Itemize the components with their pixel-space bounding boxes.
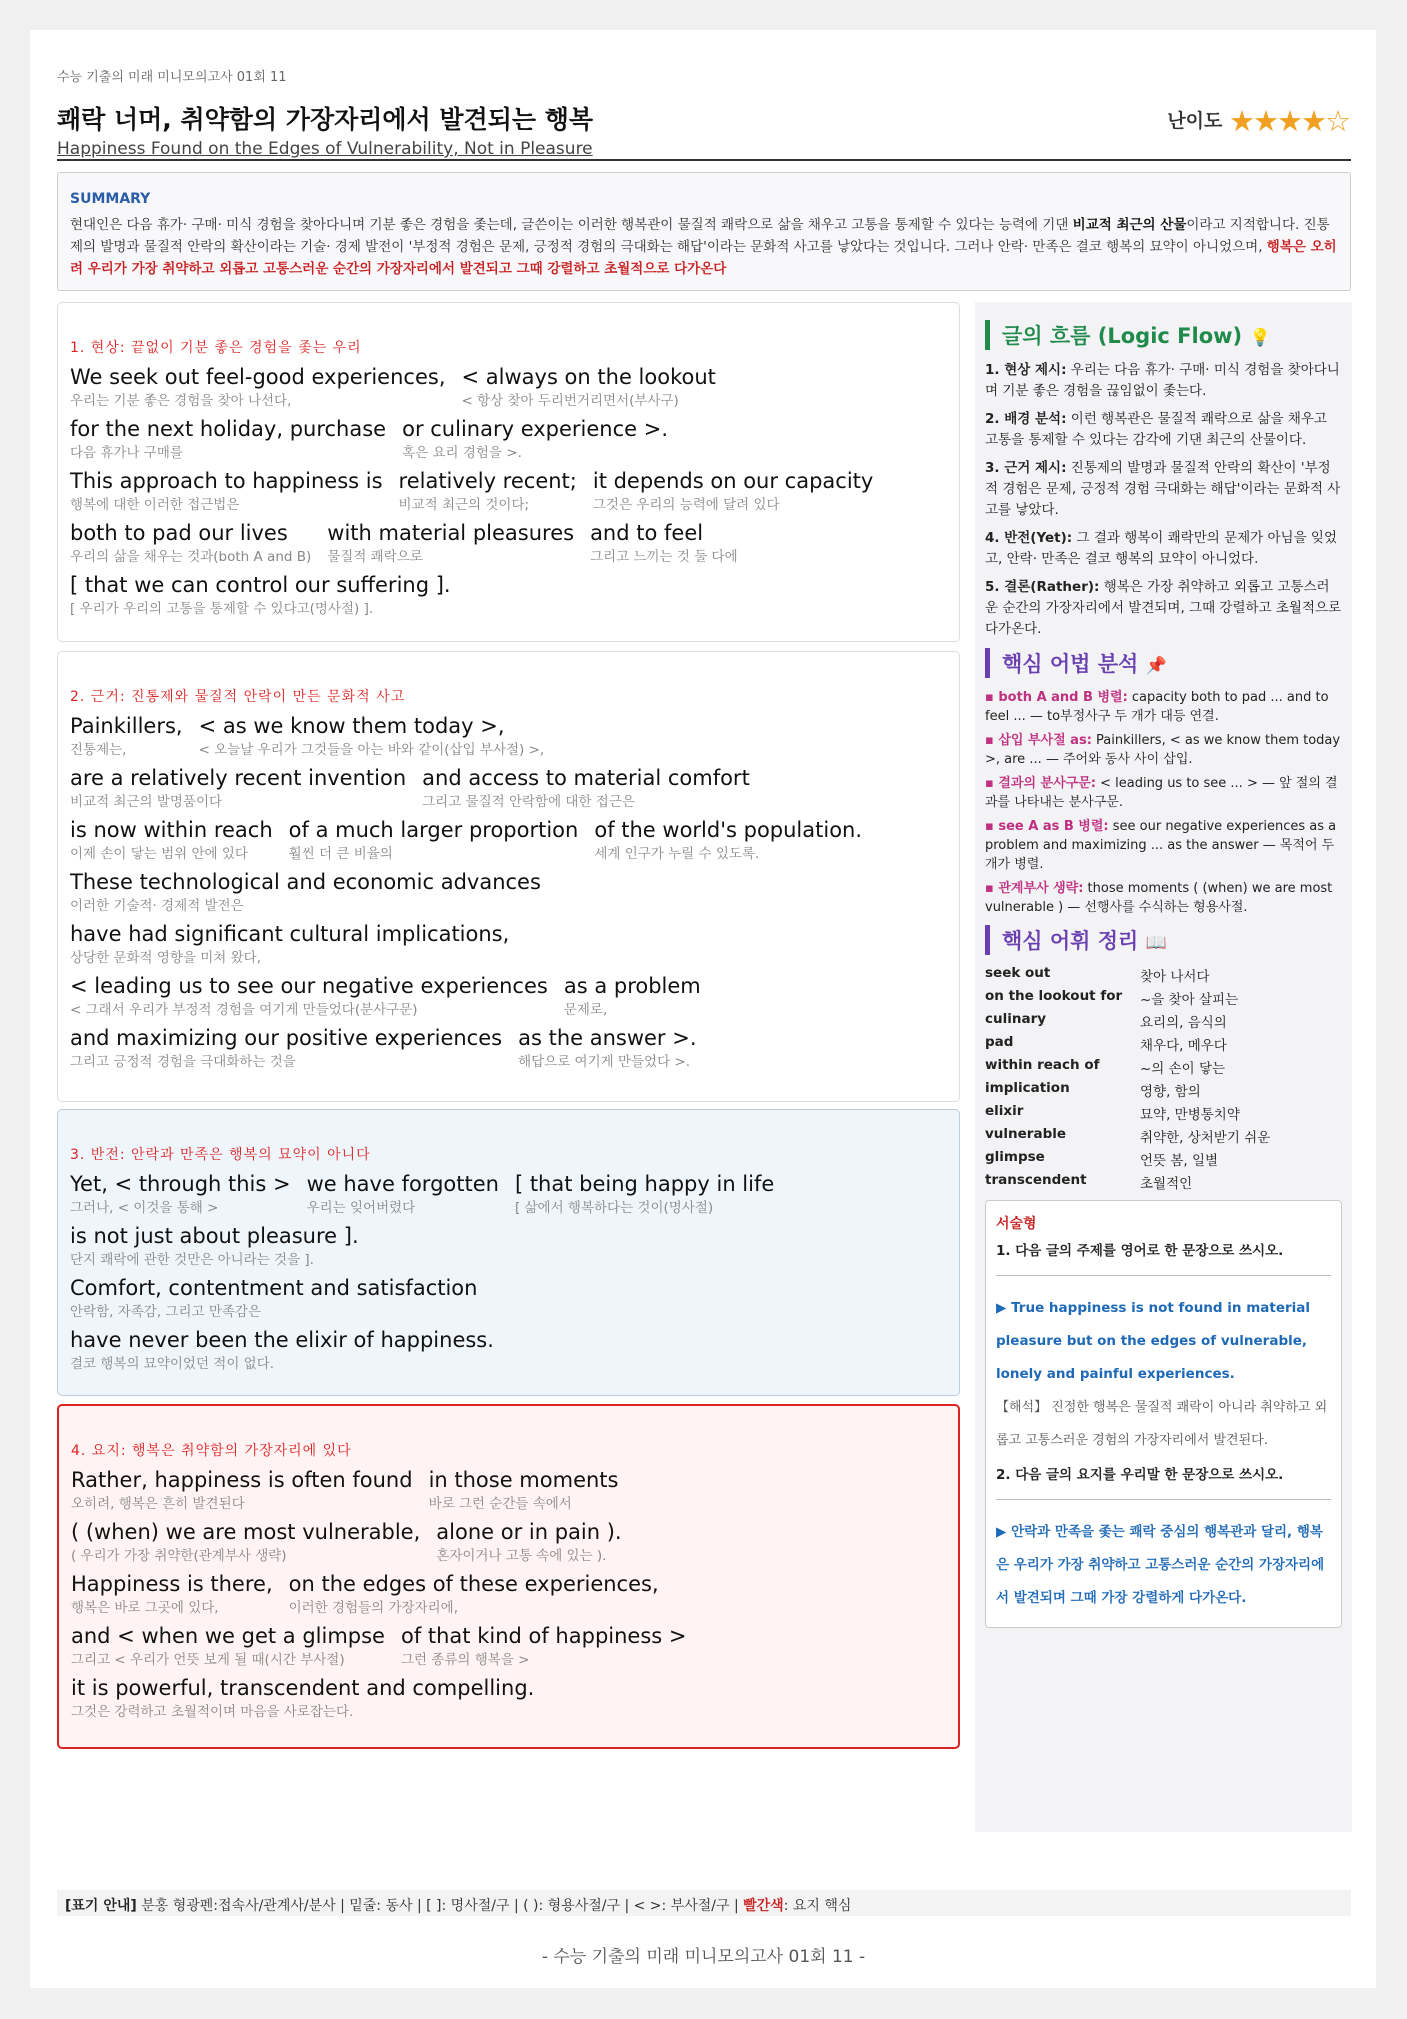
sentence-row — [70, 417, 947, 461]
sentence-chunk — [70, 818, 273, 862]
grammar-tag: ▪ both A and B 병렬: — [985, 690, 1128, 705]
vocab-word: elixir — [985, 1103, 1024, 1119]
flow-item — [985, 458, 1342, 521]
korean-translation: 우리는 잊어버렸다 — [306, 1200, 416, 1216]
grammar-tag: ▪ see A as B 병렬: — [985, 819, 1109, 834]
essay-translation-1: 【해석】 진정한 행복은 물질적 쾌락이 아니라 취약하고 외롭고 고통스러운 경험의 가장자리에서 발견된다. — [996, 1400, 1328, 1448]
sentence-chunk — [307, 1172, 499, 1216]
korean-translation: 그러나, < 이것을 통해 > — [70, 1200, 219, 1216]
english-text: [ that we can control our suffering ]. — [70, 573, 451, 597]
grammar-title-text: 핵심 어법 분석 — [1002, 652, 1139, 676]
title-divider — [57, 159, 1351, 161]
sentence-row — [70, 1172, 947, 1216]
english-text: and maximizing our positive experiences — [70, 1026, 503, 1050]
grammar-title — [985, 648, 1342, 678]
korean-translation: ( 우리가 가장 취약한(관계부사 생략) — [71, 1548, 287, 1564]
vocab-word: implication — [985, 1080, 1070, 1096]
flow-text: 행복은 가장 취약하고 외롭고 고통스러운 순간의 가장자리에서 발견되며, 그때 강렬하고 초월적으로 다가온다. — [985, 579, 1342, 637]
english-text: it depends on our capacity — [592, 469, 874, 493]
summary-text-a: 현대인은 다음 휴가· 구매· 미식 경험을 찾아다니며 기분 좋은 경험을 좇는데, 글쓴이는 이러한 행복관이 물질적 쾌락으로 삶을 채우고 고통을 통제할 수 있다는 능력에 기댄 — [70, 217, 1073, 233]
sentence-chunk — [462, 365, 716, 409]
english-text: are a relatively recent invention — [70, 766, 407, 790]
flow-item — [985, 360, 1342, 402]
grammar-text: capacity both to pad ... and to feel ... — to부정사구 두 개가 대등 연결. — [985, 690, 1329, 724]
vocab-meaning: 영향, 함의 — [1140, 1084, 1201, 1100]
korean-translation: 해답으로 여기게 만들었다 >. — [518, 1054, 691, 1070]
sentence-row — [70, 521, 947, 565]
sentence-chunk — [327, 521, 574, 565]
grammar-item — [985, 774, 1342, 812]
vocab-meaning: 요리의, 음식의 — [1140, 1015, 1227, 1031]
sentence-row — [70, 870, 947, 914]
sentence-chunk — [70, 870, 541, 914]
flow-text: 우리는 다음 휴가· 구매· 미식 경험을 찾아다니며 기분 좋은 경험을 끊임없이 좇는다. — [985, 362, 1340, 399]
sentence-chunk — [70, 922, 509, 966]
english-text: < as we know them today >, — [198, 714, 505, 738]
sentence-chunk — [289, 1572, 659, 1616]
summary-text-c: 이라고 지적합니다. 진통제의 발명과 물질적 안락의 확산이라는 기술· 경제 발전이 '부정적 경험은 문제, 긍정적 경험의 극대화는 해답'이라는 문화적 사고를 낳았다는 것입니다. 그러나 안락· 만족은 결코 행복의 묘약이 아니었으며, — [70, 217, 1330, 255]
korean-translation: 행복에 대한 이러한 접근법은 — [70, 497, 240, 513]
korean-translation: 혼자이거나 고통 속에 있는 ). — [436, 1548, 607, 1564]
sentence-chunk — [71, 1676, 534, 1720]
legend-text: 분홍 형광펜:접속사/관계사/분사 | 밑줄: 동사 | [ ]: 명사절/구 | ( ): 형용사절/구 | < >: 부사절/구 | — [136, 1898, 744, 1914]
sentence-row — [71, 1468, 946, 1512]
grammar-tag: ▪ 삽입 부사절 as: — [985, 733, 1092, 748]
section-heading: 4. 요지: 행복은 취약함의 가장자리에 있다 — [71, 1443, 352, 1459]
korean-translation: 바로 그런 순간들 속에서 — [428, 1496, 572, 1512]
summary-text-red: 행복은 오히려 우리가 가장 취약하고 외롭고 고통스러운 순간의 가장자리에서 발견되고 그때 강렬하고 초월적으로 다가온다 — [70, 239, 1337, 277]
vocab-meaning: 채우다, 메우다 — [1140, 1038, 1227, 1054]
summary-label: SUMMARY — [70, 191, 151, 207]
vocab-meaning: 찾아 나서다 — [1140, 969, 1210, 985]
sentence-chunk — [70, 417, 386, 461]
doc-subtitle: 수능 기출의 미래 미니모의고사 01회 11 — [57, 70, 287, 85]
english-text: of that kind of happiness > — [400, 1624, 687, 1648]
english-text: is now within reach — [70, 818, 273, 842]
section-1 — [57, 302, 960, 642]
korean-translation: < 오늘날 우리가 그것들을 아는 바와 같이(삽입 부사절) >, — [198, 742, 545, 758]
flow-lead: 3. 근거 제시: — [985, 460, 1067, 476]
english-text: and to feel — [590, 521, 704, 545]
vocab-row — [985, 1057, 1342, 1077]
grammar-list — [985, 688, 1342, 917]
english-text: we have forgotten — [306, 1172, 499, 1196]
lightbulb-icon: 💡 — [1249, 328, 1271, 348]
english-text: Rather, happiness is often found — [71, 1468, 413, 1492]
vocab-row — [985, 1034, 1342, 1054]
flow-list — [985, 360, 1342, 640]
grammar-tag: ▪ 결과의 분사구문: — [985, 776, 1096, 791]
english-text: These technological and economic advances — [70, 870, 541, 894]
vocab-word: glimpse — [985, 1149, 1045, 1165]
vocab-meaning: ~을 찾아 살피는 — [1140, 992, 1239, 1008]
english-text: Comfort, contentment and satisfaction — [70, 1276, 478, 1300]
sentence-chunk — [71, 1468, 413, 1512]
essay-box — [985, 1200, 1342, 1628]
flow-text: 그 결과 행복이 쾌락만의 문제가 아님을 잊었고, 안락· 만족은 결코 행복의 묘약이 아니었다. — [985, 530, 1337, 567]
sentence-chunk — [518, 1026, 696, 1070]
korean-translation: 오히려, 행복은 흔히 발견된다 — [71, 1496, 245, 1512]
sentence-chunk — [594, 818, 862, 862]
english-text: in those moments — [428, 1468, 619, 1492]
english-text: on the edges of these experiences, — [288, 1572, 659, 1596]
korean-translation: 그리고 < 우리가 언뜻 보게 될 때(시간 부사절) — [71, 1652, 345, 1668]
vocab-row — [985, 1103, 1342, 1123]
korean-translation: 이제 손이 닿는 범위 안에 있다 — [70, 846, 248, 862]
summary-box — [57, 172, 1351, 291]
vocab-meaning: 언뜻 봄, 일별 — [1140, 1153, 1219, 1169]
flow-text: 진통제의 발명과 물질적 안락의 확산이 '부정적 경험은 문제, 긍정적 경험 극대화는 해답'이라는 문화적 사고를 낳았다. — [985, 460, 1341, 518]
vocab-meaning: 묘약, 만병통치약 — [1140, 1107, 1240, 1123]
section-3 — [57, 1109, 960, 1396]
korean-translation: 그런 종류의 행복을 > — [400, 1652, 530, 1668]
grammar-item — [985, 879, 1342, 917]
korean-translation: 이러한 경험들의 가장자리에, — [288, 1600, 458, 1616]
answer-line — [996, 1499, 1331, 1500]
sentence-row — [70, 974, 947, 1018]
doc-english-title: Happiness Found on the Edges of Vulnerability, Not in Pleasure — [57, 139, 593, 159]
korean-translation: 상당한 문화적 영향을 미쳐 왔다, — [70, 950, 261, 966]
legend-label: [표기 안내] — [65, 1898, 137, 1914]
sentence-chunk — [429, 1468, 619, 1512]
english-text: have never been the elixir of happiness. — [70, 1328, 494, 1352]
english-text: [ that being happy in life — [514, 1172, 775, 1196]
sentence-chunk — [70, 1224, 359, 1268]
section-heading: 3. 반전: 안락과 만족은 행복의 묘약이 아니다 — [70, 1147, 371, 1163]
vocab-word: transcendent — [985, 1172, 1087, 1188]
essay-question-2: 2. 다음 글의 요지를 우리말 한 문장으로 쓰시오. — [996, 1467, 1284, 1483]
sentence-chunk — [70, 365, 446, 409]
vocab-meaning: 초월적인 — [1140, 1176, 1193, 1192]
sentence-chunk — [402, 417, 668, 461]
sentence-chunk — [590, 521, 738, 565]
english-text: it is powerful, transcendent and compelling. — [71, 1676, 535, 1700]
korean-translation: 그것은 강력하고 초월적이며 마음을 사로잡는다. — [71, 1704, 354, 1720]
vocab-row — [985, 1149, 1342, 1169]
english-text: is not just about pleasure ]. — [70, 1224, 359, 1248]
sentence-chunk — [422, 766, 750, 810]
sentence-row — [70, 1276, 947, 1320]
vocab-row — [985, 1080, 1342, 1100]
sentence-chunk — [70, 1026, 502, 1070]
difficulty-stars-icon: ★★★★☆ — [1229, 104, 1349, 138]
sentence-chunk — [70, 974, 548, 1018]
sentence-row — [70, 469, 947, 513]
pin-icon: 📌 — [1145, 656, 1167, 676]
flow-text: 이런 행복관은 물질적 쾌락으로 삶을 채우고 고통을 통제할 수 있다는 감각에 기댄 최근의 산물이다. — [985, 411, 1327, 448]
english-text: as a problem — [563, 974, 701, 998]
flow-title-text: 글의 흐름 (Logic Flow) — [1002, 324, 1243, 348]
vocab-row — [985, 965, 1342, 985]
korean-translation: 문제로, — [563, 1002, 608, 1018]
summary-text — [70, 214, 1338, 280]
sentence-chunk — [401, 1624, 687, 1668]
korean-translation: 결코 행복의 묘약이었던 적이 없다. — [70, 1356, 275, 1372]
sentence-chunk — [199, 714, 545, 758]
flow-title — [985, 320, 1342, 350]
flow-item — [985, 409, 1342, 451]
korean-translation: 이러한 기술적· 경제적 발전은 — [70, 898, 244, 914]
legend-red: 빨간색 — [743, 1898, 784, 1914]
korean-translation: 비교적 최근의 것이다; — [398, 497, 530, 513]
vocab-word: culinary — [985, 1011, 1047, 1027]
vocab-word: vulnerable — [985, 1126, 1067, 1142]
grammar-item — [985, 731, 1342, 769]
legend-tail: : 요지 핵심 — [783, 1898, 852, 1914]
essay-answer-2: ▶ 안락과 만족을 좇는 쾌락 중심의 행복관과 달리, 행복은 우리가 가장 취약하고 고통스러운 순간의 가장자리에서 발견되며 그때 가장 강렬하게 다가온다. — [996, 1524, 1325, 1606]
sentence-chunk — [71, 1520, 420, 1564]
sentence-chunk — [515, 1172, 774, 1216]
korean-translation: 행복은 바로 그곳에 있다, — [71, 1600, 219, 1616]
sentence-chunk — [399, 469, 577, 513]
korean-translation: [ 우리가 우리의 고통을 통제할 수 있다고(명사절) ]. — [70, 601, 374, 617]
vocab-word: within reach of — [985, 1057, 1100, 1073]
sentence-row — [70, 922, 947, 966]
english-text: alone or in pain ). — [436, 1520, 622, 1544]
sentence-chunk — [70, 1276, 477, 1320]
flow-item — [985, 577, 1342, 640]
korean-translation: 그리고 물질적 안락함에 대한 접근은 — [422, 794, 635, 810]
sentence-row — [70, 766, 947, 810]
section-heading: 1. 현상: 끝없이 기분 좋은 경험을 좇는 우리 — [70, 340, 362, 356]
english-text: as the answer >. — [518, 1026, 697, 1050]
grammar-text: < leading us to see ... > — 앞 절의 결과를 나타내는 분사구문. — [985, 776, 1338, 810]
flow-lead: 1. 현상 제시: — [985, 362, 1067, 378]
vocab-row — [985, 1011, 1342, 1031]
korean-translation: 우리는 기분 좋은 경험을 찾아 나선다, — [70, 393, 292, 409]
vocab-row — [985, 988, 1342, 1008]
vocab-word: seek out — [985, 965, 1051, 981]
sentence-row — [71, 1520, 946, 1564]
sentence-chunk — [564, 974, 701, 1018]
vocab-list — [985, 965, 1342, 1192]
sentence-row — [70, 714, 947, 758]
sentence-chunk — [70, 573, 451, 617]
english-text: for the next holiday, purchase — [70, 417, 387, 441]
answer-line — [996, 1275, 1331, 1276]
english-text: of a much larger proportion — [288, 818, 579, 842]
sentence-chunk — [70, 1328, 494, 1372]
sentence-chunk — [70, 469, 383, 513]
page-footer: - 수능 기출의 미래 미니모의고사 01회 11 - — [541, 1947, 866, 1967]
flow-item — [985, 528, 1342, 570]
book-icon: 📖 — [1145, 933, 1167, 953]
vocab-word: on the lookout for — [985, 988, 1123, 1004]
korean-translation: 혹은 요리 경험을 >. — [402, 445, 522, 461]
grammar-text: see our negative experiences as a problem and maximizing ... as the answer — 목적어 두 개가 병렬. — [985, 819, 1337, 872]
english-text: and < when we get a glimpse — [71, 1624, 385, 1648]
flow-lead: 5. 결론(Rather): — [985, 579, 1100, 595]
sentence-row — [71, 1676, 946, 1720]
korean-translation: 물질적 쾌락으로 — [327, 549, 423, 565]
english-text: Yet, < through this > — [70, 1172, 291, 1196]
essay-label: 서술형 — [996, 1216, 1037, 1232]
sentence-chunk — [70, 521, 311, 565]
english-text: and access to material comfort — [422, 766, 750, 790]
vocab-row — [985, 1126, 1342, 1146]
korean-translation: 세계 인구가 누릴 수 있도록. — [594, 846, 760, 862]
sentence-chunk — [593, 469, 873, 513]
grammar-item — [985, 688, 1342, 726]
sentence-row — [71, 1624, 946, 1668]
sentence-chunk — [70, 714, 183, 758]
vocab-title — [985, 925, 1342, 955]
english-text: relatively recent; — [398, 469, 577, 493]
difficulty — [1167, 104, 1349, 138]
vocab-title-text: 핵심 어휘 정리 — [1002, 929, 1139, 953]
korean-translation: 그것은 우리의 능력에 달려 있다 — [592, 497, 780, 513]
korean-translation: < 그래서 우리가 부정적 경험을 여기게 만들었다(분사구문) — [70, 1002, 418, 1018]
english-text: have had significant cultural implications, — [70, 922, 510, 946]
sentence-row — [70, 1328, 947, 1372]
korean-translation: < 항상 찾아 두리번거리면서(부사구) — [461, 393, 679, 409]
sentence-row — [70, 573, 947, 617]
legend — [57, 1890, 1351, 1916]
korean-translation: 우리의 삶을 채우는 것과(both A and B) — [70, 549, 312, 565]
korean-translation: 비교적 최근의 발명품이다 — [70, 794, 223, 810]
korean-translation: [ 삶에서 행복하다는 것이(명사절) — [514, 1200, 714, 1216]
vocab-row — [985, 1172, 1342, 1192]
korean-translation: 그리고 느끼는 것 둘 다에 — [590, 549, 738, 565]
korean-translation: 진통제는, — [70, 742, 127, 758]
vocab-word: pad — [985, 1034, 1014, 1050]
english-text: ( (when) we are most vulnerable, — [71, 1520, 421, 1544]
sentence-row — [70, 1224, 947, 1268]
vocab-meaning: ~의 손이 닿는 — [1140, 1061, 1226, 1077]
sentence-chunk — [289, 818, 579, 862]
summary-text-bold: 비교적 최근의 산물 — [1072, 217, 1187, 233]
vocab-meaning: 취약한, 상처받기 쉬운 — [1140, 1130, 1271, 1146]
sentence-row — [71, 1572, 946, 1616]
flow-lead: 2. 배경 분석: — [985, 411, 1067, 427]
korean-translation: 훨씬 더 큰 비율의 — [288, 846, 393, 862]
korean-translation: 안락함, 자족감, 그리고 만족감은 — [70, 1304, 261, 1320]
korean-translation: 다음 휴가나 구매를 — [70, 445, 183, 461]
english-text: We seek out feel-good experiences, — [70, 365, 446, 389]
essay-answer-1: ▶ True happiness is not found in material pleasure but on the edges of vulnerable, lonely and painful experiences. — [996, 1300, 1311, 1382]
sentence-chunk — [71, 1572, 273, 1616]
english-text: or culinary experience >. — [402, 417, 669, 441]
english-text: Painkillers, — [70, 714, 183, 738]
section-heading: 2. 근거: 진통제와 물질적 안락이 만든 문화적 사고 — [70, 689, 406, 705]
sentence-row — [70, 365, 947, 409]
sidebar — [975, 302, 1352, 1832]
section-4 — [57, 1404, 960, 1749]
sentence-row — [70, 818, 947, 862]
korean-translation: 그리고 긍정적 경험을 극대화하는 것을 — [70, 1054, 296, 1070]
grammar-tag: ▪ 관계부사 생략: — [985, 881, 1084, 896]
section-2 — [57, 651, 960, 1102]
grammar-text: Painkillers, < as we know them today >, are ... — 주어와 동사 사이 삽입. — [985, 733, 1341, 767]
english-text: < leading us to see our negative experiences — [70, 974, 548, 998]
grammar-text: those moments ( (when) we are most vulnerable ) — 선행사를 수식하는 형용사절. — [985, 881, 1333, 915]
essay-question-1: 1. 다음 글의 주제를 영어로 한 문장으로 쓰시오. — [996, 1243, 1284, 1259]
sentence-chunk — [70, 766, 406, 810]
doc-title: 쾌락 너머, 취약함의 가장자리에서 발견되는 행복 — [57, 105, 594, 134]
english-text: both to pad our lives — [70, 521, 288, 545]
sentence-chunk — [436, 1520, 621, 1564]
english-text: of the world's population. — [594, 818, 863, 842]
english-text: This approach to happiness is — [70, 469, 383, 493]
english-text: < always on the lookout — [461, 365, 716, 389]
sentence-chunk — [71, 1624, 385, 1668]
korean-translation: 단지 쾌락에 관한 것만은 아니라는 것을 ]. — [70, 1252, 314, 1268]
grammar-item — [985, 817, 1342, 874]
english-text: with material pleasures — [327, 521, 575, 545]
sentence-chunk — [70, 1172, 291, 1216]
flow-lead: 4. 반전(Yet): — [985, 530, 1073, 546]
difficulty-label: 난이도 — [1167, 110, 1223, 132]
sentence-row — [70, 1026, 947, 1070]
english-text: Happiness is there, — [71, 1572, 273, 1596]
